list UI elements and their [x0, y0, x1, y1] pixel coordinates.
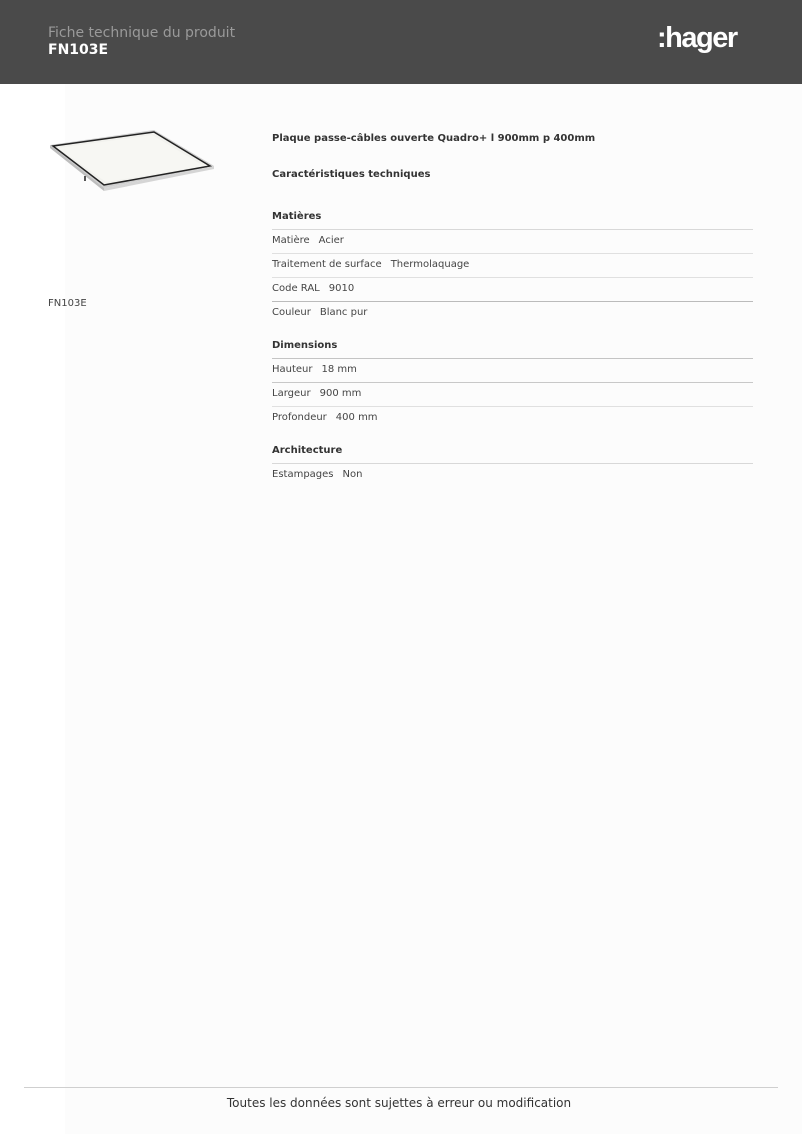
spec-row [272, 230, 753, 254]
spec-content [272, 132, 753, 501]
product-code-label: FN103E [48, 298, 87, 309]
header-bar [0, 0, 802, 84]
spec-row [272, 359, 753, 383]
spec-key: Largeur [272, 388, 311, 399]
section-materials [272, 210, 753, 325]
footer-disclaimer: Toutes les données sont sujettes à erreur ou modification [226, 1096, 572, 1110]
spec-row [272, 407, 753, 430]
spec-value: Non [342, 469, 363, 480]
section-title: Matières [272, 210, 753, 230]
product-code-title: FN103E [48, 42, 109, 58]
spec-row [272, 302, 753, 325]
spec-row [272, 278, 753, 302]
section-architecture [272, 444, 753, 487]
hager-logo: :hager [657, 22, 737, 54]
spec-row [272, 383, 753, 407]
section-dimensions [272, 339, 753, 430]
spec-key: Traitement de surface [272, 259, 382, 270]
spec-value: Acier [318, 235, 344, 246]
spec-value: 9010 [328, 283, 355, 294]
product-title: Plaque passe-câbles ouverte Quadro+ l 900mm p 400mm [272, 133, 596, 144]
spec-key: Estampages [272, 469, 334, 480]
spec-key: Hauteur [272, 364, 313, 375]
spec-value: 18 mm [321, 364, 357, 375]
document-type-label: Fiche technique du produit [48, 25, 236, 41]
spec-key: Couleur [272, 307, 311, 318]
spec-value: Blanc pur [319, 307, 368, 318]
spec-key: Matière [272, 235, 310, 246]
spec-key: Code RAL [272, 283, 320, 294]
product-plate-image [44, 124, 230, 194]
spec-value: Thermolaquage [390, 259, 470, 270]
section-title: Dimensions [272, 339, 753, 359]
section-title: Architecture [272, 444, 753, 464]
footer-divider [24, 1087, 778, 1088]
spec-row [272, 464, 753, 487]
spec-key: Profondeur [272, 412, 327, 423]
spec-row [272, 254, 753, 278]
spec-value: 400 mm [335, 412, 378, 423]
spec-heading: Caractéristiques techniques [272, 169, 431, 180]
spec-value: 900 mm [319, 388, 362, 399]
